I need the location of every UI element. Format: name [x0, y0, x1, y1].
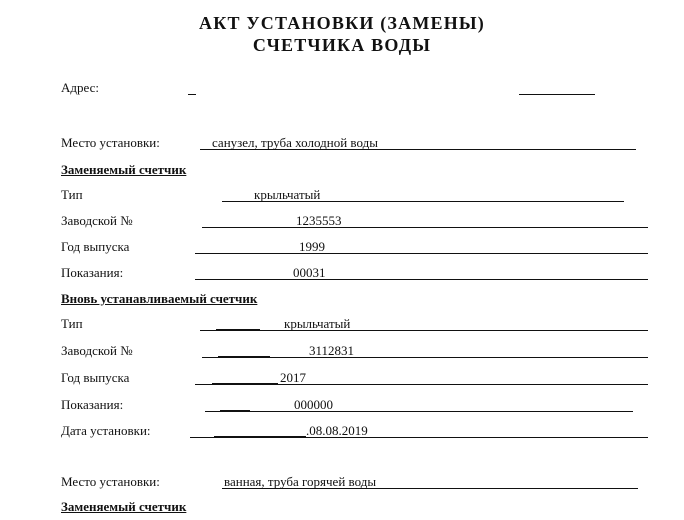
- address-blank-right: [519, 94, 595, 95]
- new-type-underline-emphasis: [216, 329, 260, 331]
- new-type-underline: [200, 330, 648, 331]
- location-label: Место установки:: [61, 135, 160, 150]
- old-year-underline: [195, 253, 648, 254]
- location2-label: Место установки:: [61, 474, 160, 489]
- new-date-label: Дата установки:: [61, 423, 151, 438]
- document-title-line-2: СЧЕТЧИКА ВОДЫ: [252, 35, 432, 55]
- old-type-value: крыльчатый: [254, 187, 321, 202]
- new-serial-underline-emphasis: [218, 356, 270, 358]
- address-blank-short: [188, 94, 196, 95]
- old-meter2-header: Заменяемый счетчик: [61, 499, 187, 514]
- location2-value: ванная, труба горячей воды: [224, 474, 377, 489]
- old-reading-label: Показания:: [61, 265, 124, 280]
- new-type-label: Тип: [61, 316, 83, 331]
- old-meter-header: Заменяемый счетчик: [61, 162, 187, 177]
- new-year-label: Год выпуска: [61, 370, 130, 385]
- old-serial-underline: [202, 227, 648, 228]
- old-reading-value: 00031: [293, 265, 326, 280]
- new-year-value: 2017: [280, 370, 306, 385]
- address-label: Адрес:: [61, 80, 99, 95]
- location-value: санузел, труба холодной воды: [212, 135, 378, 150]
- new-type-value: крыльчатый: [284, 316, 351, 331]
- new-reading-underline-emphasis: [220, 410, 250, 412]
- old-serial-value: 1235553: [296, 213, 342, 228]
- new-meter-header: Вновь устанавливаемый счетчик: [61, 291, 258, 306]
- old-type-label: Тип: [61, 187, 83, 202]
- old-year-value: 1999: [299, 239, 325, 254]
- new-reading-value: 000000: [294, 397, 333, 412]
- new-serial-label: Заводской №: [61, 343, 133, 358]
- old-year-label: Год выпуска: [61, 239, 130, 254]
- old-serial-label: Заводской №: [61, 213, 133, 228]
- new-year-underline-emphasis: [212, 383, 278, 385]
- new-reading-underline: [205, 411, 633, 412]
- new-reading-label: Показания:: [61, 397, 124, 412]
- old-reading-underline: [195, 279, 648, 280]
- new-date-value: .08.08.2019: [306, 423, 368, 438]
- new-date-underline-emphasis: [214, 436, 306, 438]
- document-title-line-1: АКТ УСТАНОВКИ (ЗАМЕНЫ): [199, 13, 485, 33]
- new-serial-value: 3112831: [309, 343, 355, 358]
